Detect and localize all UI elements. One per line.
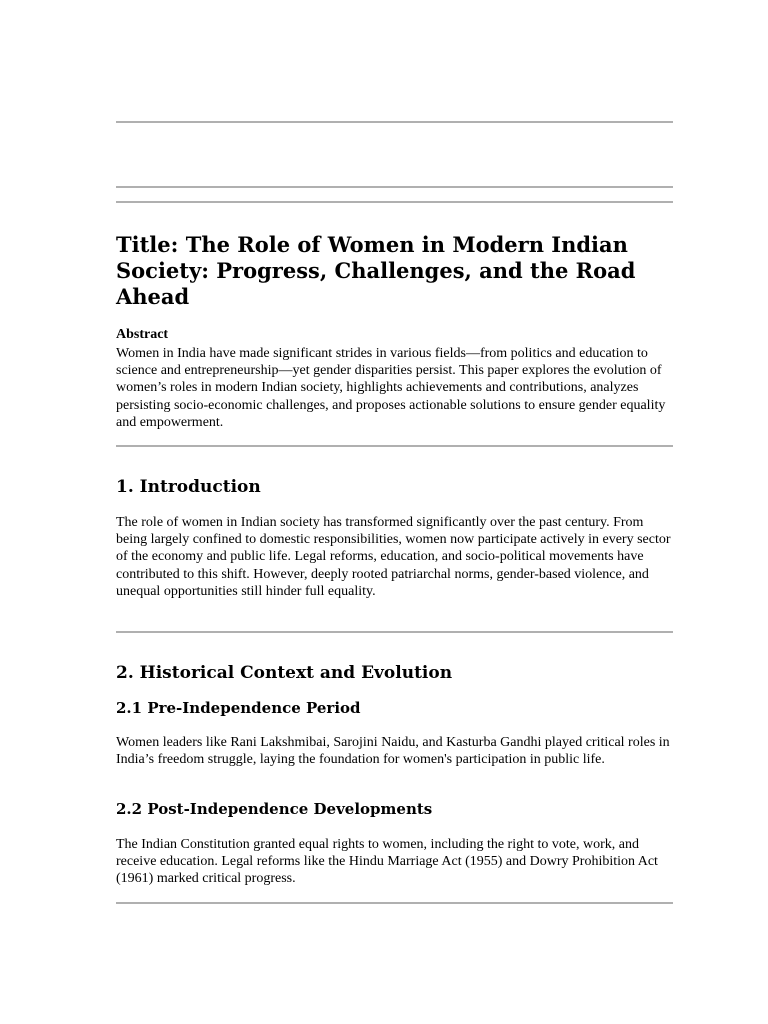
subsection-heading-pre-independence: 2.1 Pre-Independence Period <box>116 699 361 717</box>
horizontal-rule <box>116 445 673 447</box>
pre-independence-text: Women leaders like Rani Lakshmibai, Sarojini Naidu, and Kasturba Gandhi played critical roles in India’s freedom struggle, laying the foundation for women's participation in public life. <box>116 735 670 768</box>
horizontal-rule <box>116 121 673 123</box>
horizontal-rule <box>116 201 673 203</box>
abstract-label: Abstract <box>116 327 169 342</box>
horizontal-rule <box>116 902 673 904</box>
abstract-text: Women in India have made significant strides in various fields—from politics and education to science and entrepreneurship—yet gender disparities persist. This paper explores the evolution of women’s roles in modern Indian society, highlights achievements and contributions, analyzes persisting socio-economic challenges, and proposes actionable solutions to ensure gender equality and empowerment. <box>116 346 666 430</box>
document-title: Title: The Role of Women in Modern Indian Society: Progress, Challenges, and the Road Ahead <box>116 232 636 309</box>
horizontal-rule <box>116 631 673 633</box>
section-heading-introduction: 1. Introduction <box>116 477 261 497</box>
post-independence-text: The Indian Constitution granted equal rights to women, including the right to vote, work, and receive education. Legal reforms like the Hindu Marriage Act (1955) and Dowry Prohibition Act (1961) marked critical progress. <box>116 837 658 887</box>
section-heading-historical-context: 2. Historical Context and Evolution <box>116 663 453 683</box>
horizontal-rule <box>116 186 673 188</box>
introduction-text: The role of women in Indian society has transformed significantly over the past century. From being largely confined to domestic responsibilities, women now participate actively in every sector of the economy and public life. Legal reforms, education, and socio-political movements have contributed to this shift. However, deeply rooted patriarchal norms, gender-based violence, and unequal opportunities still hinder full equality. <box>116 515 671 599</box>
subsection-heading-post-independence: 2.2 Post-Independence Developments <box>116 800 433 818</box>
